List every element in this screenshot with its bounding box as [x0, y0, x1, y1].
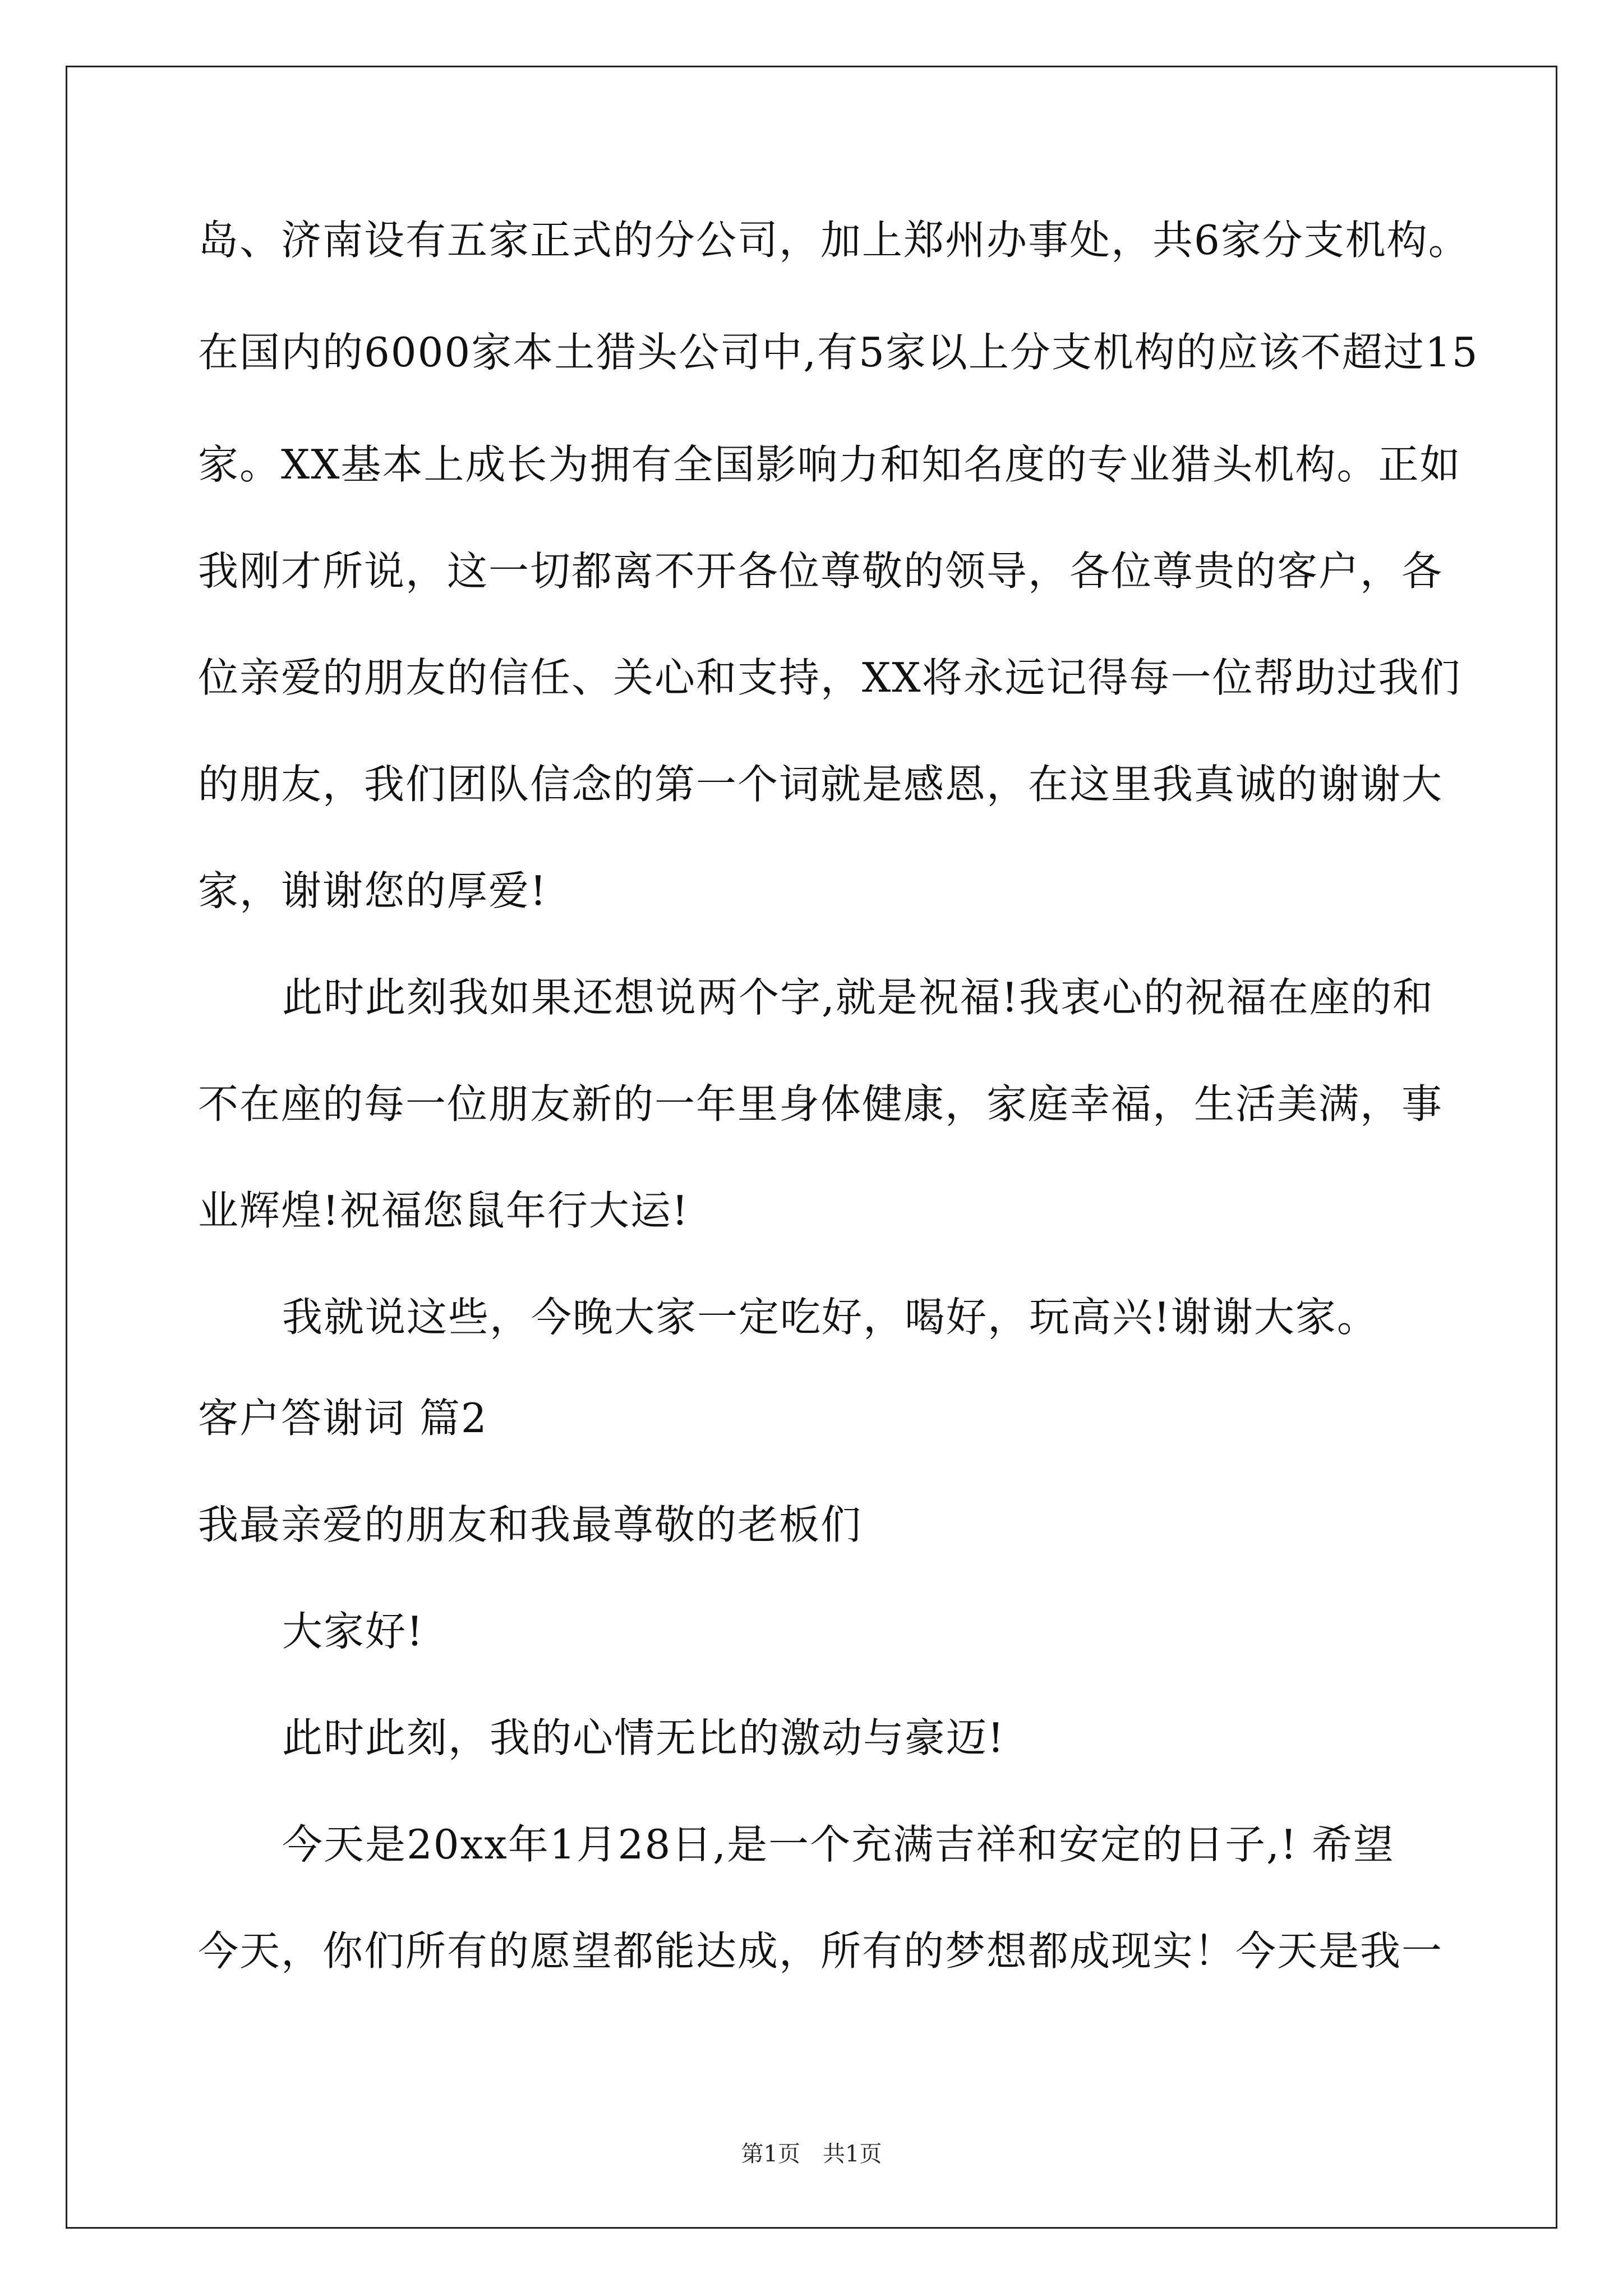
paragraph-line: 不在座的每一位朋友新的一年里身体健康，家庭幸福，生活美满，事: [198, 1080, 1444, 1128]
salutation: 我最亲爱的朋友和我最尊敬的老板们: [198, 1501, 863, 1548]
greeting: 大家好!: [282, 1608, 424, 1655]
paragraph-line: 我就说这些，今晚大家一定吃好，喝好，玩高兴!谢谢大家。: [282, 1294, 1378, 1341]
section-heading: 客户答谢词 篇2: [198, 1395, 488, 1442]
paragraph-line: 我刚才所说，这一切都离不开各位尊敬的领导，各位尊贵的客户，各: [198, 547, 1444, 595]
paragraph-line: 岛、济南设有五家正式的分公司，加上郑州办事处，共6家分支机构。: [198, 217, 1470, 264]
page-border: [66, 66, 1557, 2229]
paragraph-line: 业辉煌!祝福您鼠年行大运!: [198, 1187, 689, 1234]
paragraph-line: 的朋友，我们团队信念的第一个词就是感恩，在这里我真诚的谢谢大: [198, 761, 1444, 808]
paragraph-line: 家，谢谢您的厚爱!: [198, 867, 547, 914]
paragraph-line: 今天是20xx年1月28日,是一个充满吉祥和安定的日子,! 希望: [282, 1821, 1395, 1868]
paragraph-line: 今天，你们所有的愿望都能达成，所有的梦想都成现实！今天是我一: [198, 1927, 1444, 1975]
paragraph-line: 在国内的6000家本土猎头公司中,有5家以上分支机构的应该不超过15: [198, 329, 1479, 376]
paragraph-line: 位亲爱的朋友的信任、关心和支持，XX将永远记得每一位帮助过我们: [198, 654, 1461, 701]
paragraph-line: 此时此刻我如果还想说两个字,就是祝福!我衷心的祝福在座的和: [282, 974, 1434, 1021]
page-number: 第1页 共1页: [741, 2141, 882, 2167]
paragraph-line: 家。XX基本上成长为拥有全国影响力和知名度的专业猎头机构。正如: [198, 441, 1461, 488]
paragraph-line: 此时此刻，我的心情无比的激动与豪迈!: [282, 1714, 1005, 1761]
